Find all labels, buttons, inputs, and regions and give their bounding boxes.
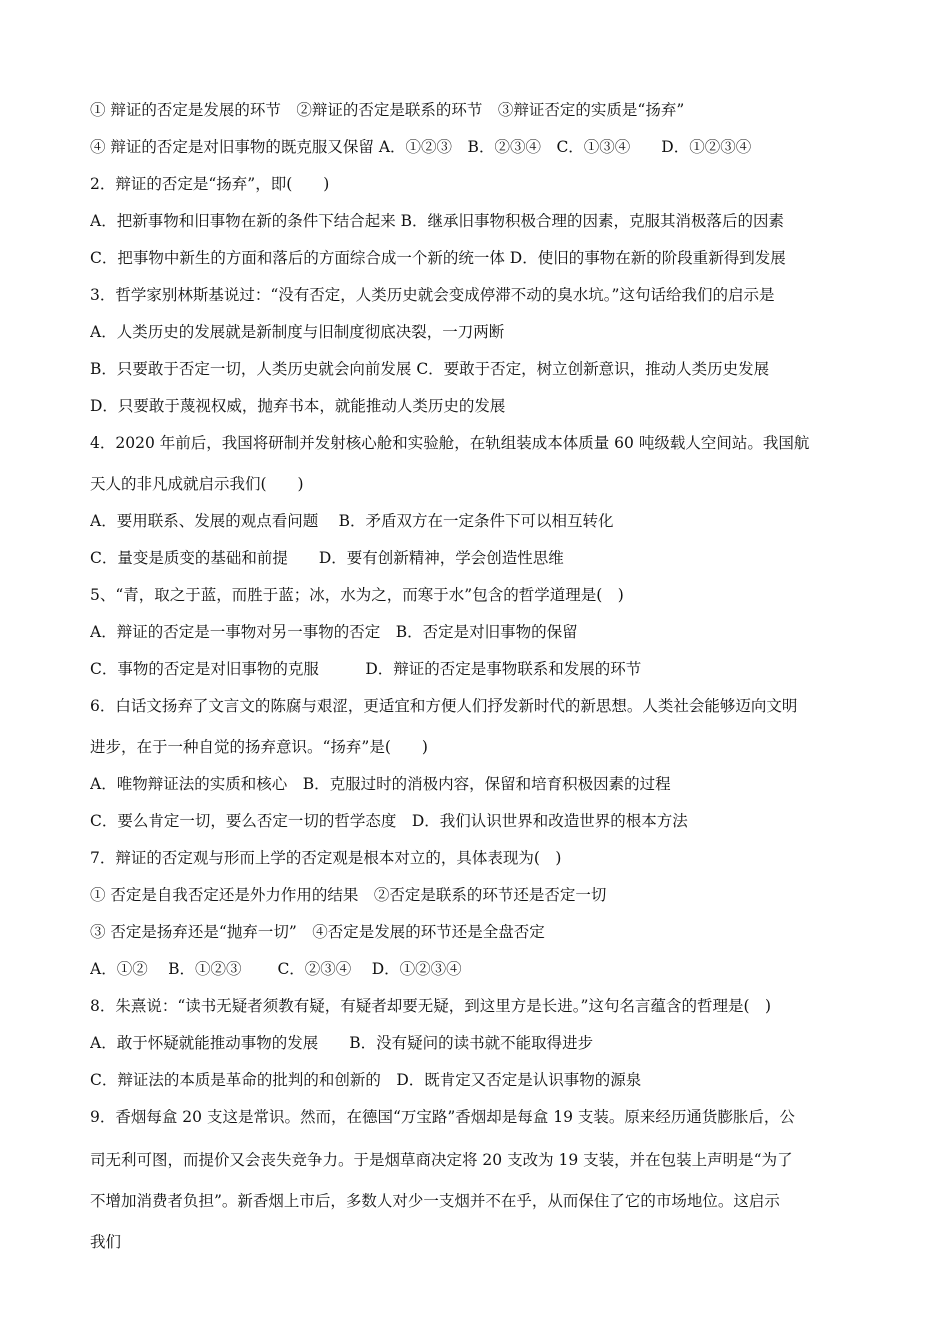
text-line-20: C．要么肯定一切，要么否定一切的哲学态度 D．我们认识世界和改造世界的根本方法 [90, 812, 688, 830]
text-line-30: 不增加消费者负担”。新香烟上市后，多数人对少一支烟并不在乎，从而保住了它的市场地位。这启示 [90, 1192, 780, 1210]
text-line-2: ④ 辩证的否定是对旧事物的既克服又保留 A．①②③ B．②③④ C．①③④ D．①②③④ [90, 138, 752, 156]
text-line-11: 天人的非凡成就启示我们( ) [90, 475, 304, 493]
text-line-28: 9．香烟每盒 20 支这是常识。然而，在德国“万宝路”香烟却是每盒 19 支装。原来经历通货膨胀后，公 [90, 1108, 795, 1126]
text-line-25: 8．朱熹说：“读书无疑者须教有疑，有疑者却要无疑，到这里方是长进。”这句名言蕴含的哲理是( ) [90, 997, 772, 1015]
text-line-23: ③ 否定是扬弃还是“抛弃一切” ④否定是发展的环节还是全盘否定 [90, 923, 545, 941]
text-line-10: 4．2020 年前后，我国将研制并发射核心舱和实验舱，在轨组装成本体质量 60 吨级载人空间站。我国航 [90, 434, 810, 452]
text-line-16: C．事物的否定是对旧事物的克服 D．辩证的否定是事物联系和发展的环节 [90, 660, 642, 678]
text-line-1: ① 辩证的否定是发展的环节 ②辩证的否定是联系的环节 ③辩证否定的实质是“扬弃” [90, 101, 685, 119]
text-line-13: C．量变是质变的基础和前提 D．要有创新精神，学会创造性思维 [90, 549, 564, 567]
text-line-6: 3．哲学家别林斯基说过：“没有否定，人类历史就会变成停滞不动的臭水坑。”这句话给我们的启示是 [90, 286, 775, 304]
text-line-31: 我们 [90, 1233, 122, 1251]
text-line-15: A．辩证的否定是一事物对另一事物的否定 B．否定是对旧事物的保留 [90, 623, 578, 641]
text-line-5: C．把事物中新生的方面和落后的方面综合成一个新的统一体 D．使旧的事物在新的阶段重新得到发展 [90, 249, 786, 267]
text-line-9: D．只要敢于蔑视权威，抛弃书本，就能推动人类历史的发展 [90, 397, 506, 415]
text-line-17: 6．白话文扬弃了文言文的陈腐与艰涩，更适宜和方便人们抒发新时代的新思想。人类社会能够迈向文明 [90, 697, 798, 715]
text-line-4: A．把新事物和旧事物在新的条件下结合起来 B．继承旧事物积极合理的因素，克服其消极落后的因素 [90, 212, 785, 230]
text-line-21: 7．辩证的否定观与形而上学的否定观是根本对立的，具体表现为( ) [90, 849, 562, 867]
text-line-3: 2．辩证的否定是“扬弃”，即( ) [90, 175, 330, 193]
text-line-7: A．人类历史的发展就是新制度与旧制度彻底决裂，一刀两断 [90, 323, 505, 341]
text-line-14: 5、“青，取之于蓝，而胜于蓝；冰，水为之，而寒于水”包含的哲学道理是( ) [90, 586, 624, 604]
text-line-12: A．要用联系、发展的观点看问题 B．矛盾双方在一定条件下可以相互转化 [90, 512, 614, 530]
text-line-26: A．敢于怀疑就能推动事物的发展 B．没有疑问的读书就不能取得进步 [90, 1034, 594, 1052]
text-line-19: A．唯物辩证法的实质和核心 B．克服过时的消极内容，保留和培育积极因素的过程 [90, 775, 671, 793]
text-line-29: 司无利可图，而提价又会丧失竞争力。于是烟草商决定将 20 支改为 19 支装，并在包装上声明是“为了 [90, 1151, 793, 1169]
text-line-18: 进步，在于一种自觉的扬弃意识。“扬弃”是( ) [90, 738, 428, 756]
text-line-22: ① 否定是自我否定还是外力作用的结果 ②否定是联系的环节还是否定一切 [90, 886, 607, 904]
text-line-27: C．辩证法的本质是革命的批判的和创新的 D．既肯定又否定是认识事物的源泉 [90, 1071, 642, 1089]
text-line-8: B．只要敢于否定一切，人类历史就会向前发展 C．要敢于否定，树立创新意识，推动人类历史发展 [90, 360, 770, 378]
text-line-24: A．①② B．①②③ C．②③④ D．①②③④ [90, 960, 462, 978]
